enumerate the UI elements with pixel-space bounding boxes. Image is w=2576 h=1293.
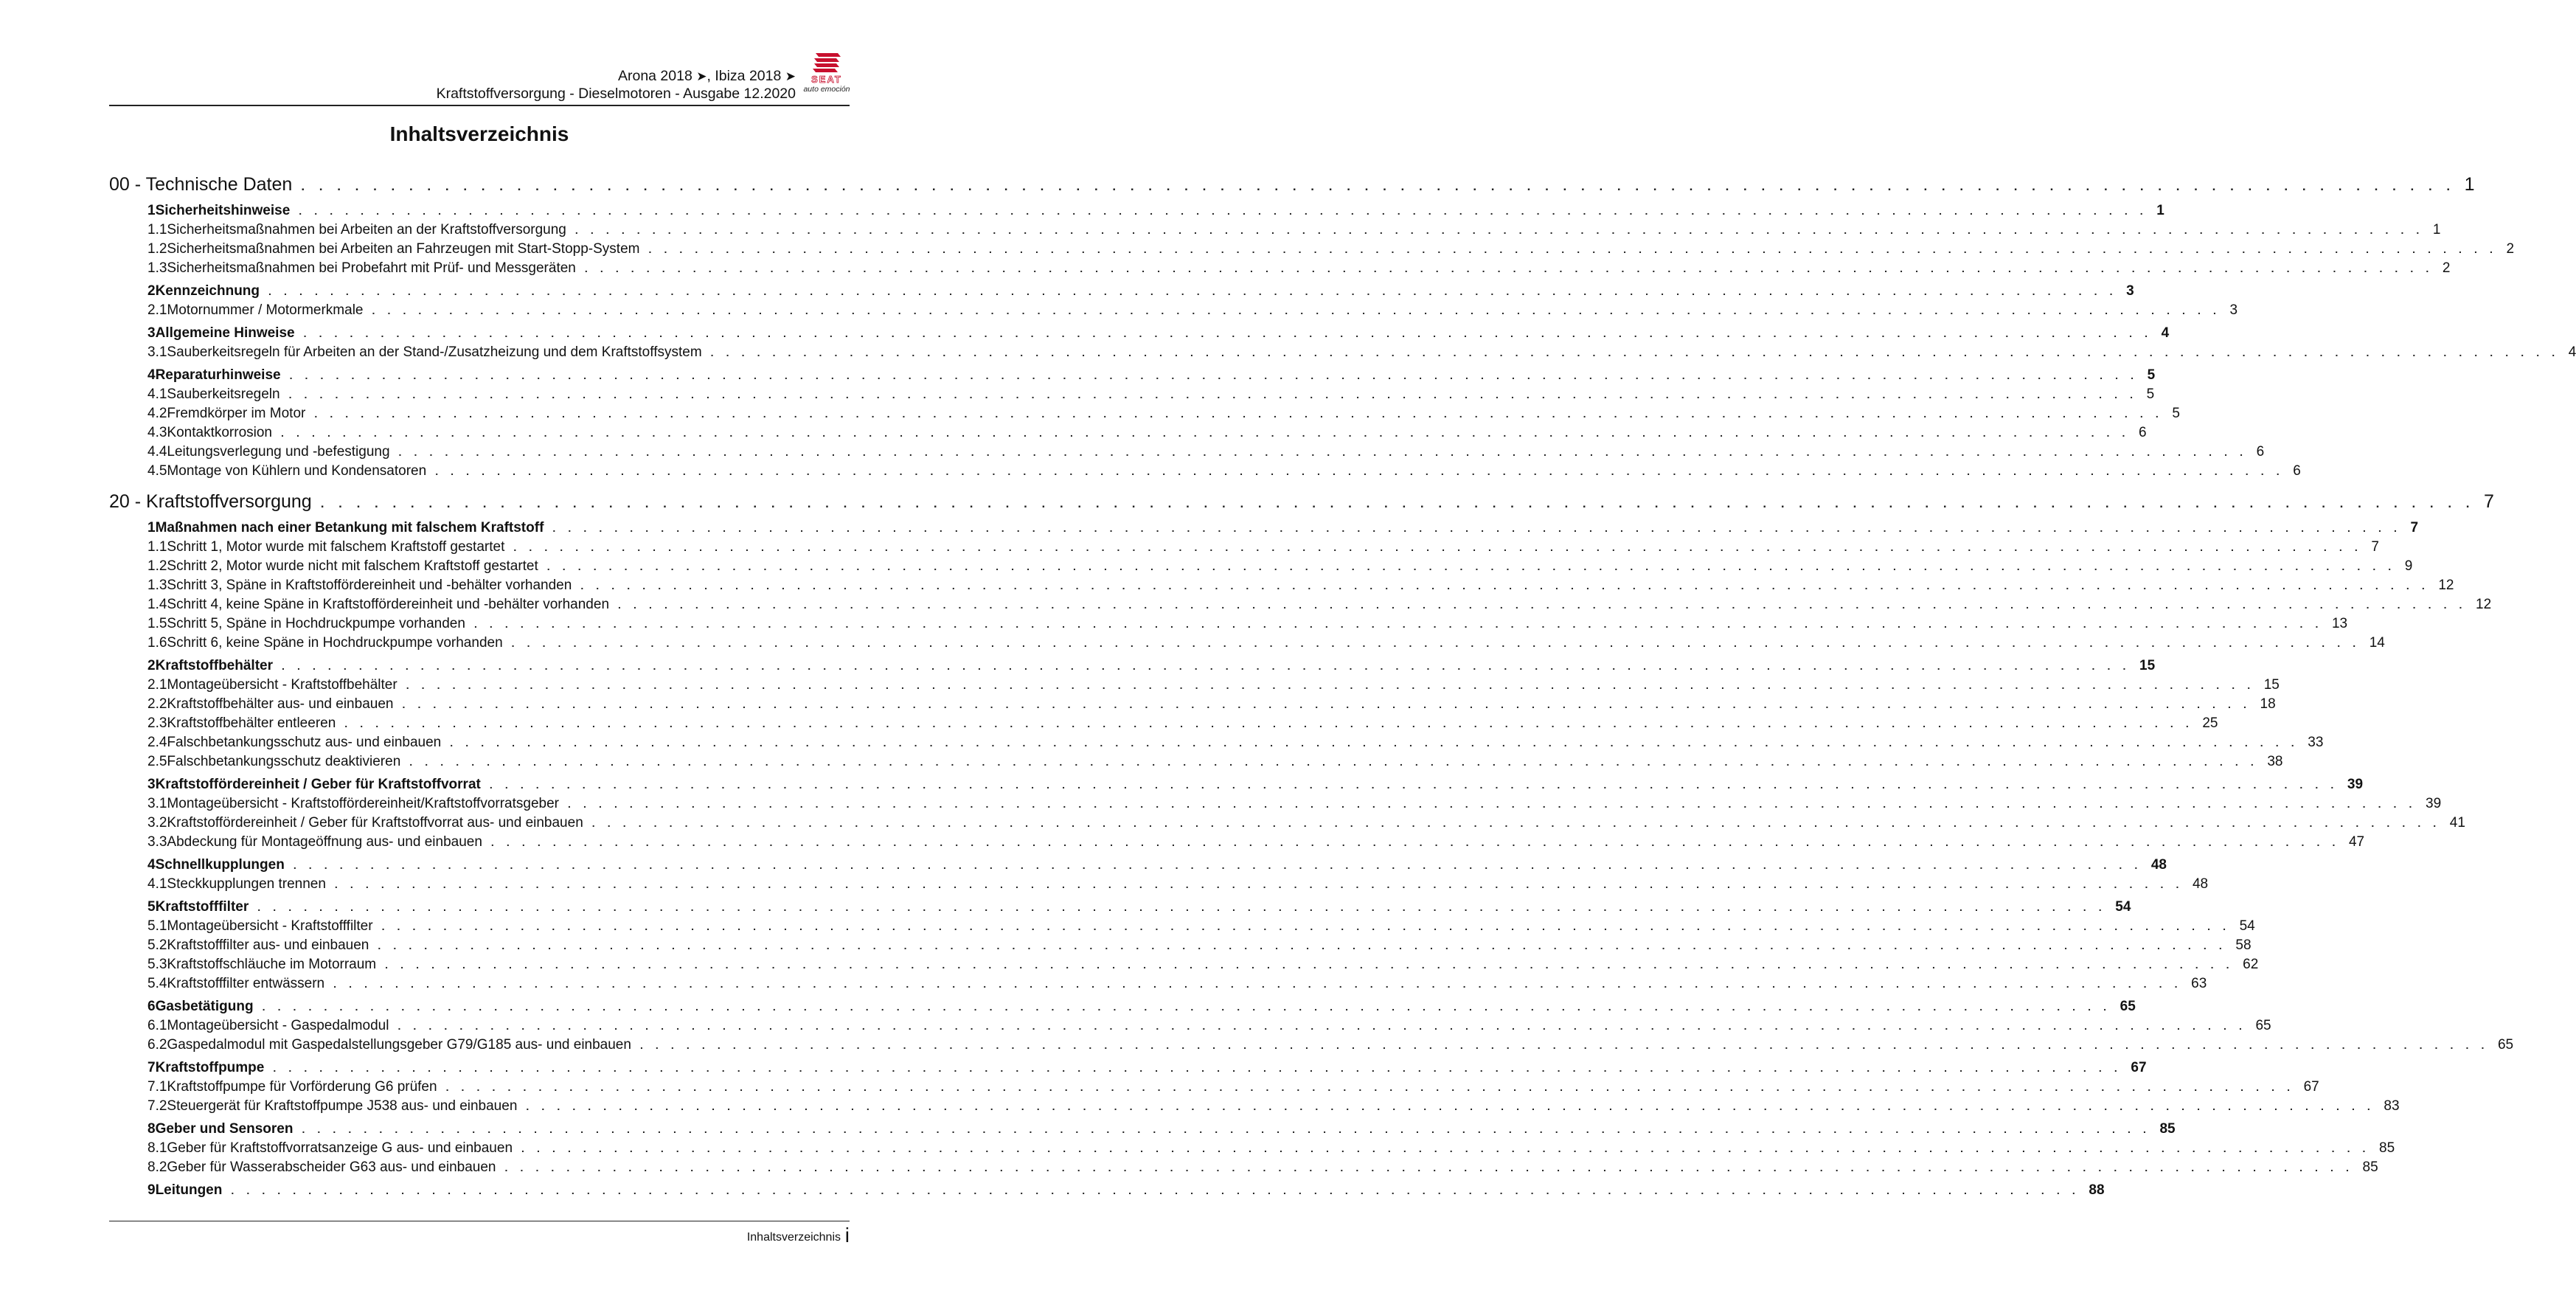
toc-sub-row[interactable] xyxy=(109,754,2283,773)
toc-entry-number: 5.1 xyxy=(147,918,167,934)
toc-sub-row[interactable] xyxy=(109,1140,2395,1159)
toc-entry-number: 1.6 xyxy=(147,635,167,651)
toc-entry-number: 3.2 xyxy=(147,815,167,831)
toc-entry-title: Abdeckung für Montageöffnung aus- und einbauen xyxy=(167,834,482,850)
toc-sub-row[interactable] xyxy=(109,260,2451,280)
toc-entry-number: 1 xyxy=(147,203,156,218)
toc-entry-page: 33 xyxy=(2308,735,2324,750)
toc-entry-number: 3.1 xyxy=(147,796,167,811)
toc-entry-page: 1 xyxy=(2464,174,2475,195)
dot-leader: . . . . . . . . . . . . . . . . . . . . . . . . . . . . . . . . . . . . . . . . . . . . . . . . . . . . . . . . . . . . . . . . . . . . . . . . . . . . . . . . . . . . . . . . . . . . . . . . . . . . . . . . . . . . . . . . . . . . . . . . xyxy=(381,921,2231,932)
header-model-ibiza: , Ibiza 2018 xyxy=(707,68,782,84)
toc-entry-title: Gaspedalmodul mit Gaspedalstellungsgeber G79/G185 aus- und einbauen xyxy=(167,1037,631,1053)
footer-page-number: i xyxy=(844,1224,850,1247)
toc-entry-page: 85 xyxy=(2379,1140,2395,1156)
toc-entry-title: Schritt 1, Motor wurde mit falschem Kraftstoff gestartet xyxy=(167,539,505,555)
toc-entry-title: Sicherheitshinweise xyxy=(155,203,291,218)
toc-sub-row[interactable] xyxy=(109,834,2365,853)
header-vehicle-models xyxy=(618,68,796,85)
toc-entry-page: 88 xyxy=(2089,1182,2105,1198)
toc-sub-row[interactable] xyxy=(109,715,2218,735)
dot-leader: . . . . . . . . . . . . . . . . . . . . . . . . . . . . . . . . . . . . . . . . . . . . . . . . . . . . . . . . . . . . . . . . . . . . . . . . . . . . . . . . . . . . . . . . . . . . . . . . . . . . . . . . . . . . . . . . . . . . . . . . xyxy=(398,446,2248,458)
toc-entry-title: Schnellkupplungen xyxy=(155,857,285,873)
toc-entry-page: 6 xyxy=(2293,463,2301,479)
dot-leader: . . . . . . . . . . . . . . . . . . . . . . . . . . . . . . . . . . . . . . . . . . . . . . . . . . . . . . . . . . . . . . . . . . . . . . . . . . . . . . . . . . . . . . . . . . . . . . . . . . . . . . . . . . . . . . . . . . . . . . . . xyxy=(289,370,2139,381)
toc-entry-page: 1 xyxy=(2156,203,2164,218)
dot-leader: . . . . . . . . . . . . . . . . . . . . . . . . . . . . . . . . . . . . . . . . . . . . . . . . . . . . . . . . . . . . . . . . . . . . . . . . . . . . . . . . . . . . . . . . . . . . . . . . . . . . . . . . . . . . . . . . . . . . . . . . xyxy=(262,1001,2111,1013)
toc-sub-row[interactable] xyxy=(109,677,2280,696)
toc-sub-row[interactable] xyxy=(109,1159,2378,1179)
header-divider xyxy=(109,105,850,106)
dot-leader: . . . . . . . . . . . . . . . . . . . . . . . . . . . . . . . . . . . . . . . . . . . . . . . . . . . . . . . . . . . . . . . . . . . . . . . . . . . . . . . . . . . . . . . . . . . . . . . . . . . . . . . . . . . . . . . . . . . . . . . . xyxy=(402,699,2252,710)
toc-entry-title: Geber und Sensoren xyxy=(155,1121,294,1137)
toc-entry-page: 5 xyxy=(2147,367,2156,383)
toc-sub-row[interactable] xyxy=(109,344,2576,364)
toc-entry-title: Maßnahmen nach einer Betankung mit falschem Kraftstoff xyxy=(155,520,544,535)
toc-entry-number: 5.3 xyxy=(147,957,167,972)
toc-section-row[interactable] xyxy=(109,857,2167,876)
toc-entry-page: 39 xyxy=(2347,777,2364,792)
toc-entry-title: Montageübersicht - Kraftstoffbehälter xyxy=(167,677,397,693)
toc-sub-row[interactable] xyxy=(109,425,2147,444)
dot-leader: . . . . . . . . . . . . . . . . . . . . . . . . . . . . . . . . . . . . . . . . . . . . . . . . . . . . . . . . . . . . . . . . . . . . . . . . . . . . . . . . . . . . . . . . . . . . . . . . . . . . . . . . . . . . . . . . . . . . . . . . xyxy=(281,660,2131,672)
toc-entry-page: 39 xyxy=(2426,796,2442,811)
toc-entry-title: Schritt 5, Späne in Hochdruckpumpe vorhanden xyxy=(167,616,465,631)
dot-leader: . . . . . . . . . . . . . . . . . . . . . . . . . . . . . . . . . . . . . . . . . . . . . . . . . . . . . . . . . . . . . . . . . . . . . . . . . . . . . . . . . . . . . . . . . . . . . . . . . . . . . . . . . . . . . . . . . . . . . . . . xyxy=(344,718,2194,729)
toc-entry-title: Kontaktkorrosion xyxy=(167,425,272,440)
toc-sub-row[interactable] xyxy=(109,302,2238,322)
toc-section-row[interactable] xyxy=(109,325,2170,344)
dot-leader: . . . . . . . . . . . . . . . . . . . . . . . . . . . . . . . . . . . . . . . . . . . . . . . . . . . . . . . . . . . . . . . . . . . . . . . . . . . . . . . . . . . . . . . . . . . . . . . . . . . . . . . . . . . . . . . . . . . . . . . . xyxy=(504,1162,2354,1174)
toc-section-row[interactable] xyxy=(109,283,2134,302)
toc-entry-number: 4 xyxy=(147,367,156,383)
toc-entry-page: 15 xyxy=(2139,658,2156,673)
toc-entry-number: 3.1 xyxy=(147,344,167,360)
dot-leader: . . . . . . . . . . . . . . . . . . . . . . . . . . . . . . . . . . . . . . . . . . . . . . . . . . . . . . . . . . . . . . . . . . . . . . . . . . . . . . . . . . . . . . . . . . . . . . . . . . . . . . . . . . . . . . . . . . . . . . . . xyxy=(334,878,2184,890)
toc-entry-number: 4.1 xyxy=(147,876,167,892)
toc-entry-title: Kraftstoffördereinheit / Geber für Kraftstoffvorrat aus- und einbauen xyxy=(167,815,583,831)
toc-sub-row[interactable] xyxy=(109,696,2276,715)
toc-entry-number: 1.5 xyxy=(147,616,167,631)
toc-entry-title: Steuergerät für Kraftstoffpumpe J538 aus- und einbauen xyxy=(167,1098,518,1114)
toc-chapter-row[interactable] xyxy=(109,174,2475,199)
toc-entry-page: 7 xyxy=(2484,491,2494,512)
header-model-arona: Arona 2018 xyxy=(617,68,692,84)
dot-leader: . . . . . . . . . . . . . . . . . . . . . . . . . . . . . . . . . . . . . . . . . . . . . . . . . . . . . . . . . . . . . . . . . . . . . . . . . . . . . . . . . . . . . . . . . . . . . . . . . . . . . . . . . . . . . . . . . . . . . . . . xyxy=(511,637,2361,649)
dot-leader: . . . . . . . . . . . . . . . . . . . . . . . . . . . . . . . . . . . . . . . . . . . . . . . . . . . . . . . . . . . . . . . . . . . . . . . . . . . . . . . . . . . . . . . . . . . . . . . . . . . . . . . . . . . . . . . . . . . . . . . . xyxy=(268,285,2118,297)
toc-entry-number: 1.1 xyxy=(147,539,167,555)
toc-entry-number: 3 xyxy=(147,777,156,792)
toc-entry-title: Sicherheitsmaßnahmen bei Arbeiten an der Kraftstoffversorgung xyxy=(167,222,566,238)
toc-entry-page: 54 xyxy=(2239,918,2255,934)
toc-entry-number: 4.2 xyxy=(147,406,167,421)
toc-entry-title: Kraftstoffbehälter aus- und einbauen xyxy=(167,696,394,712)
dot-leader: . . . . . . . . . . . . . . . . . . . . . . . . . . . . . . . . . . . . . . . . . . . . . . . . . . . . . . . . . . . . . . . . . . . . . . . . . . . . . . . . . . . . . . . . . . . . . . . . . . . . . . . . . . . . . . . . . . . . . . . . xyxy=(409,756,2259,768)
toc-entry-page: 48 xyxy=(2150,857,2167,873)
toc-section-row[interactable] xyxy=(109,899,2131,918)
toc-entry-page: 12 xyxy=(2476,597,2492,612)
arrow-icon: ➤ xyxy=(785,69,796,83)
toc-entry-number: 1 xyxy=(147,520,156,535)
toc-entry-number: 4.5 xyxy=(147,463,167,479)
toc-entry-title: Kraftstofffilter aus- und einbauen xyxy=(167,937,369,953)
toc-entry-number: 1.2 xyxy=(147,558,167,574)
toc-sub-row[interactable] xyxy=(109,597,2492,616)
toc-entry-title: Kennzeichnung xyxy=(155,283,260,299)
toc-entry-title: Motornummer / Motormerkmale xyxy=(167,302,364,318)
toc-entry-page: 58 xyxy=(2235,937,2252,953)
toc-entry-number: 3 xyxy=(147,325,156,341)
running-header xyxy=(109,63,796,105)
toc-entry-title: Kraftstoffördereinheit / Geber für Kraftstoffvorrat xyxy=(155,777,481,792)
toc-entry-number: 7.2 xyxy=(147,1098,167,1114)
toc-entry-page: 65 xyxy=(2497,1037,2514,1053)
toc-entry-page: 18 xyxy=(2260,696,2276,712)
toc-entry-title: Kraftstoffbehälter xyxy=(155,658,273,673)
toc-section-row[interactable] xyxy=(109,777,2364,796)
dot-leader: . . . . . . . . . . . . . . . . . . . . . . . . . . . . . . . . . . . . . . . . . . . . . . . . . . . . . . . . . . . . . . . . . . . . . . . . . . . . . . . . . . . . . . . . . . . . . . . . . . . . . . . . . . . . . . . . . . . . . . . . xyxy=(450,737,2299,749)
toc-sub-row[interactable] xyxy=(109,635,2385,654)
dot-leader: . . . . . . . . . . . . . . . . . . . . . . . . . . . . . . . . . . . . . . . . . . . . . . . . . . . . . . . . . . . . . . . . . . . . . . . . . . . . . . . . . . . . . . . . . . . . . . . . . . . . . . . . . . . . . . . . . . . . . . . . xyxy=(281,427,2131,439)
toc-entry-page: 9 xyxy=(2404,558,2413,574)
dot-leader: . . . . . . . . . . . . . . . . . . . . . . . . . . . . . . . . . . . . . . . . . . . . . . . . . . . . . . . . . . . . . . . . . . . . . . . . . . . . . . . . . . . . . . . . . . . . . . . . . . . . . . . . . . . . . . . . . . . . . . . . xyxy=(314,408,2164,420)
toc-entry-title: Geber für Wasserabscheider G63 aus- und einbauen xyxy=(167,1159,496,1175)
dot-leader: . . . . . . . . . . . . . . . . . . . . . . . . . . . . . . . . . . . . . . . . . . . . . . . . . . . . . . . . . . . . . . . . . . . . . . . . . . . . . . . . . . . . . . . . . . . . . . . . . . . . . . . . . . . . . . . . . . . . . . . . xyxy=(648,243,2498,255)
toc-entry-title: Schritt 6, keine Späne in Hochdruckpumpe vorhanden xyxy=(167,635,503,651)
toc-entry-number: 8 xyxy=(147,1121,156,1137)
toc-sub-row[interactable] xyxy=(109,937,2252,957)
dot-leader: . . . . . . . . . . . . . . . . . . . . . . . . . . . . . . . . . . . . . . . . . . . . . . . . . . . . . . . . . . . . . . . . . . . . . . . . . . . . . . . . . . . . . . . . . . . . . . . . . . . . . . . . . . . . . . . . . . . . . . . . xyxy=(293,859,2142,871)
toc-entry-title: Gasbetätigung xyxy=(155,999,254,1014)
toc-entry-page: 54 xyxy=(2115,899,2131,915)
toc-entry-title: Kraftstoffschläuche im Motorraum xyxy=(167,957,377,972)
toc-sub-row[interactable] xyxy=(109,957,2259,976)
toc-entry-page: 83 xyxy=(2384,1098,2400,1114)
dot-leader: . . . . . . . . . . . . . . . . . . . . . . . . . . . . . . . . . . . . . . . . . . . . . . . . . . . . . . . . . . . . . . . . . . . . . . . . . . . . . . . . . . . . . . . . . . . . . . . . . . . . . . . . . . . . . . . . . . . . . . . . xyxy=(521,1143,2371,1154)
toc-entry-number: 6.2 xyxy=(147,1037,167,1053)
dot-leader: . . . . . . . . . . . . . . . . . . . . . . . . . . . . . . . . . . . . . . . . . . . . . . . . . . . . . . . . . . . . . . . . . . . . . . . . . . . . . . . . . . . . . . . . . . . . . . . . . . . . . . . . . . . . . . . . . . . . . . . . xyxy=(639,1039,2489,1051)
dot-leader: . . . . . . . . . . . . . . . . . . . . . . . . . . . . . . . . . . . . . . . . . . . . . . . . . . . . . . . . . . . . . . . . . . . . . . . . . . . . . . . . . . . . . . . . . . . . . . . . . . . . . . . . . . . . . . . . . . . . . . . . xyxy=(302,1123,2151,1135)
toc-entry-page: 7 xyxy=(2371,539,2379,555)
toc-entry-title: Kraftstofffilter entwässern xyxy=(167,976,325,991)
dot-leader: . . . . . . . . . . . . . . . . . . . . . . . . . . . . . . . . . . . . . . . . . . . . . . . . . . . . . . . . . . . . . . . . . . . . . . . . . . . . . . . . . . . . . . . . . . . . . . . . . . . . . . . . . . . . . . . . . . . . . . . . xyxy=(320,496,2476,510)
logo-brand-text: SEAT xyxy=(811,74,842,85)
toc-entry-number: 1.3 xyxy=(147,578,167,593)
toc-entry-page: 85 xyxy=(2362,1159,2378,1175)
toc-entry-title: 00 - Technische Daten xyxy=(109,174,293,195)
toc-sub-row[interactable] xyxy=(109,444,2265,463)
toc-entry-title: Montageübersicht - Kraftstofffilter xyxy=(167,918,373,934)
toc-entry-number: 1.4 xyxy=(147,597,167,612)
toc-entry-number: 6.1 xyxy=(147,1018,167,1033)
toc-entry-page: 13 xyxy=(2331,616,2348,631)
toc-entry-title: Reparaturhinweise xyxy=(155,367,281,383)
toc-entry-title: Montageübersicht - Kraftstoffördereinheit/Kraftstoffvorratsgeber xyxy=(167,796,559,811)
dot-leader: . . . . . . . . . . . . . . . . . . . . . . . . . . . . . . . . . . . . . . . . . . . . . . . . . . . . . . . . . . . . . . . . . . . . . . . . . . . . . . . . . . . . . . . . . . . . . . . . . . . . . . . . . . . . . . . . . . . . . . . . xyxy=(591,817,2441,829)
toc-entry-title: Schritt 3, Späne in Kraftstoffördereinheit und -behälter vorhanden xyxy=(167,578,572,593)
toc-entry-page: 1 xyxy=(2432,222,2441,238)
dot-leader: . . . . . . . . . . . . . . . . . . . . . . . . . . . . . . . . . . . . . . . . . . . . . . . . . . . . . . . . . . . . . . . . . . . . . . . . . . . . . . . . . . . . . . . . . . . . . . . . . . . . . . . . . . . . . . . . . . . . . . . . xyxy=(273,1062,2122,1074)
toc-entry-page: 38 xyxy=(2267,754,2283,769)
toc-entry-title: Fremdkörper im Motor xyxy=(167,406,306,421)
toc-entry-title: Sauberkeitsregeln für Arbeiten an der Stand-/Zusatzheizung und dem Kraftstoffsystem xyxy=(167,344,702,360)
dot-leader: . . . . . . . . . . . . . . . . . . . . . . . . . . . . . . . . . . . . . . . . . . . . . . . . . . . . . . . . . . . . . . . . . . . . . . . . . . . . . . . . . . . . . . . . . . . . . . . . . . . . . . . . . . . . . . . . . . . . . . . . xyxy=(257,901,2107,913)
dot-leader: . . . . . . . . . . . . . . . . . . . . . . . . . . . . . . . . . . . . . . . . . . . . . . . . . . . . . . . . . . . . . . . . . . . . . . . . . . . . . . . . . . . . . . . . . . . . . . . . . . . . . . . . . . . . . . . . . . . . . . . . xyxy=(299,205,2148,217)
toc-entry-title: 20 - Kraftstoffversorgung xyxy=(109,491,312,512)
toc-entry-number: 7.1 xyxy=(147,1079,167,1095)
toc-entry-page: 12 xyxy=(2438,578,2454,593)
toc-entry-number: 2.1 xyxy=(147,677,167,693)
toc-sub-row[interactable] xyxy=(109,406,2180,425)
toc-entry-page: 3 xyxy=(2126,283,2134,299)
toc-entry-title: Montage von Kühlern und Kondensatoren xyxy=(167,463,427,479)
dot-leader: . . . . . . . . . . . . . . . . . . . . . . . . . . . . . . . . . . . . . . . . . . . . . . . . . . . . . . . . . . . . . . . . . . . . . . . . . . . . . . . . . . . . . . . . . . . . . . . . . . . . . . . . . . . . . . . . . . . . . . . . xyxy=(288,389,2138,401)
seat-logo xyxy=(798,52,855,96)
dot-leader: . . . . . . . . . . . . . . . . . . . . . . . . . . . . . . . . . . . . . . . . . . . . . . . . . . . . . . . . . . . . . . . . . . . . . . . . . . . . . . . . . . . . . . . . . . . . . . . . . . . . . . . . . . . . . . . . . . . . . . . . xyxy=(489,779,2339,791)
dot-leader: . . . . . . . . . . . . . . . . . . . . . . . . . . . . . . . . . . . . . . . . . . . . . . . . . . . . . . . . . . . . . . . . . . . . . . . . . . . . . . . . . . . . . . . . . . . . . . . . . . . . . . . . . . . . . . . . . . . . . . . . xyxy=(584,263,2434,274)
toc-sub-row[interactable] xyxy=(109,616,2348,635)
toc-entry-number: 8.2 xyxy=(147,1159,167,1175)
toc-entry-page: 4 xyxy=(2161,325,2170,341)
toc-entry-number: 4.3 xyxy=(147,425,167,440)
toc-entry-title: Schritt 2, Motor wurde nicht mit falschem Kraftstoff gestartet xyxy=(167,558,538,574)
toc-entry-page: 25 xyxy=(2202,715,2218,731)
toc-entry-page: 6 xyxy=(2256,444,2265,460)
toc-entry-number: 2.1 xyxy=(147,302,167,318)
toc-entry-number: 2.4 xyxy=(147,735,167,750)
toc-sub-row[interactable] xyxy=(109,1018,2271,1037)
toc-section-row[interactable] xyxy=(109,1121,2176,1140)
toc-entry-number: 2.5 xyxy=(147,754,167,769)
toc-entry-page: 67 xyxy=(2303,1079,2319,1095)
toc-entry-number: 1.1 xyxy=(147,222,167,238)
toc-section-row[interactable] xyxy=(109,999,2136,1018)
toc-entry-page: 65 xyxy=(2255,1018,2271,1033)
table-of-contents xyxy=(109,174,2576,1202)
dot-leader: . . . . . . . . . . . . . . . . . . . . . . . . . . . . . . . . . . . . . . . . . . . . . . . . . . . . . . . . . . . . . . . . . . . . . . . . . . . . . . . . . . . . . . . . . . . . . . . . . . . . . . . . . . . . . . . . . . . . . . . . xyxy=(526,1100,2375,1112)
toc-entry-page: 2 xyxy=(2442,260,2451,276)
toc-entry-number: 5.2 xyxy=(147,937,167,953)
toc-entry-title: Falschbetankungsschutz deaktivieren xyxy=(167,754,401,769)
toc-entry-number: 9 xyxy=(147,1182,156,1198)
toc-entry-title: Montageübersicht - Gaspedalmodul xyxy=(167,1018,389,1033)
toc-sub-row[interactable] xyxy=(109,918,2255,937)
toc-entry-page: 2 xyxy=(2506,241,2515,257)
dot-leader: . . . . . . . . . . . . . . . . . . . . . . . . . . . . . . . . . . . . . . . . . . . . . . . . . . . . . . . . . . . . . . . . . . . . . . . . . . . . . . . . . . . . . . . . . . . . . . . . . . . . . . . . . . . . . . . . . . . . . . . . xyxy=(710,347,2560,358)
toc-entry-page: 85 xyxy=(2159,1121,2176,1137)
dot-leader: . . . . . . . . . . . . . . . . . . . . . . . . . . . . . . . . . . . . . . . . . . . . . . . . . . . . . . . . . . . . . . . . . . . . . . . . . . . . . . . . . . . . . . . . . . . . . . . . . . . . . . . . . . . . . . . . . . . . . . . . xyxy=(378,940,2227,951)
dot-leader: . . . . . . . . . . . . . . . . . . . . . . . . . . . . . . . . . . . . . . . . . . . . . . . . . . . . . . . . . . . . . . . . . . . . . . . . . . . . . . . . . . . . . . . . . . . . . . . . . . . . . . . . . . . . . . . . . . . . . . . . xyxy=(574,224,2424,236)
toc-entry-page: 5 xyxy=(2146,386,2155,402)
toc-sub-row[interactable] xyxy=(109,1037,2514,1056)
toc-entry-title: Kraftstoffpumpe für Vorförderung G6 prüfen xyxy=(167,1079,437,1095)
dot-leader: . . . . . . . . . . . . . . . . . . . . . . . . . . . . . . . . . . . . . . . . . . . . . . . . . . . . . . . . . . . . . . . . . . . . . . . . . . . . . . . . . . . . . . . . . . . . . . . . . . . . . . . . . . . . . . . . . . . . . . . . xyxy=(435,465,2285,477)
dot-leader: . . . . . . . . . . . . . . . . . . . . . . . . . . . . . . . . . . . . . . . . . . . . . . . . . . . . . . . . . . . . . . . . . . . . . . . . . . . . . . . . . . . . . . . . . . . . . . . . . . . . . . . . . . . . . . . . . . . . . . . . xyxy=(406,679,2255,691)
toc-section-row[interactable] xyxy=(109,1182,2105,1202)
toc-sub-row[interactable] xyxy=(109,976,2207,995)
toc-entry-page: 6 xyxy=(2139,425,2147,440)
toc-entry-page: 3 xyxy=(2229,302,2238,318)
dot-leader: . . . . . . . . . . . . . . . . . . . . . . . . . . . . . . . . . . . . . . . . . . . . . . . . . . . . . . . . . . . . . . . . . . . . . . . . . . . . . . . . . . . . . . . . . . . . . . . . . . . . . . . . . . . . . . . . . . . . . . . . xyxy=(333,978,2183,990)
toc-entry-page: 41 xyxy=(2449,815,2465,831)
toc-entry-page: 65 xyxy=(2120,999,2136,1014)
toc-entry-title: Kraftstoffbehälter entleeren xyxy=(167,715,336,731)
footer-label: Inhaltsverzeichnis xyxy=(746,1231,841,1244)
toc-entry-page: 48 xyxy=(2192,876,2209,892)
toc-sub-row[interactable] xyxy=(109,1098,2400,1117)
dot-leader: . . . . . . . . . . . . . . . . . . . . . . . . . . . . . . . . . . . . . . . . . . . . . . . . . . . . . . . . . . . . . . . . . . . . . . . . . . . . . . . . . . . . . . . . . . . . . . . . . . . . . . . . . . . . . . . . . . . . . . . . xyxy=(303,327,2153,339)
toc-entry-number: 4.4 xyxy=(147,444,167,460)
dot-leader: . . . . . . . . . . . . . . . . . . . . . . . . . . . . . . . . . . . . . . . . . . . . . . . . . . . . . . . . . . . . . . . . . . . . . . . . . . . . . . . . . . . . . . . . . . . . . . . . . . . . . . . . . . . . . . . . . . . . . . . . xyxy=(445,1081,2295,1093)
toc-entry-number: 4 xyxy=(147,857,156,873)
toc-section-row[interactable] xyxy=(109,367,2156,386)
toc-entry-number: 2 xyxy=(147,283,156,299)
toc-entry-title: Steckkupplungen trennen xyxy=(167,876,326,892)
dot-leader: . . . . . . . . . . . . . . . . . . . . . . . . . . . . . . . . . . . . . . . . . . . . . . . . . . . . . . . . . . . . . . . . . . . . . . . . . . . . . . . . . . . . . . . . . . . . . . . . . . . . . . . . . . . . . . . . . . . . . . . . xyxy=(231,1185,2080,1196)
toc-sub-row[interactable] xyxy=(109,1079,2319,1098)
toc-chapter-row[interactable] xyxy=(109,491,2494,516)
toc-entry-number: 8.1 xyxy=(147,1140,167,1156)
toc-entry-page: 67 xyxy=(2131,1060,2147,1075)
dot-leader: . . . . . . . . . . . . . . . . . . . . . . . . . . . . . . . . . . . . . . . . . . . . . . . . . . . . . . . . . . . . . . . . . . . . . . . . . . . . . . . . . . . . . . . . . . . . . . . . . . . . . . . . . . . . . . . . . . . . . . . . xyxy=(552,522,2402,534)
toc-entry-number: 1.3 xyxy=(147,260,167,276)
dot-leader: . . . . . . . . . . . . . . . . . . . . . . . . . . . . . . . . . . . . . . . . . . . . . . . . . . . . . . . . . . . . . . . . . . . . . . . . . . . . . . . . . . . . . . . . . . . . . . . . . . . . . . . . . . . . . . . . . . . . . . . . xyxy=(618,599,2468,611)
toc-section-row[interactable] xyxy=(109,1060,2147,1079)
toc-entry-number: 2.3 xyxy=(147,715,167,731)
seat-s-emblem-icon xyxy=(798,52,855,75)
toc-entry-number: 5 xyxy=(147,899,156,915)
header-manual-title: Kraftstoffversorgung - Dieselmotoren - Ausgabe 12.2020 xyxy=(436,86,796,102)
toc-sub-row[interactable] xyxy=(109,386,2155,406)
toc-entry-title: Leitungen xyxy=(155,1182,223,1198)
toc-sub-row[interactable] xyxy=(109,558,2413,578)
dot-leader: . . . . . . . . . . . . . . . . . . . . . . . . . . . . . . . . . . . . . . . . . . . . . . . . . . . . . . . . . . . . . . . . . . . . . . . . . . . . . . . . . . . . . . . . . . . . . . . . . . . . . . . . . . . . . . . . . . . . . . . . xyxy=(301,179,2456,193)
toc-entry-page: 14 xyxy=(2369,635,2385,651)
toc-entry-page: 63 xyxy=(2191,976,2207,991)
dot-leader: . . . . . . . . . . . . . . . . . . . . . . . . . . . . . . . . . . . . . . . . . . . . . . . . . . . . . . . . . . . . . . . . . . . . . . . . . . . . . . . . . . . . . . . . . . . . . . . . . . . . . . . . . . . . . . . . . . . . . . . . xyxy=(372,305,2221,316)
dot-leader: . . . . . . . . . . . . . . . . . . . . . . . . . . . . . . . . . . . . . . . . . . . . . . . . . . . . . . . . . . . . . . . . . . . . . . . . . . . . . . . . . . . . . . . . . . . . . . . . . . . . . . . . . . . . . . . . . . . . . . . . xyxy=(490,836,2340,848)
toc-entry-title: Kraftstofffilter xyxy=(155,899,249,915)
dot-leader: . . . . . . . . . . . . . . . . . . . . . . . . . . . . . . . . . . . . . . . . . . . . . . . . . . . . . . . . . . . . . . . . . . . . . . . . . . . . . . . . . . . . . . . . . . . . . . . . . . . . . . . . . . . . . . . . . . . . . . . . xyxy=(568,798,2417,810)
dot-leader: . . . . . . . . . . . . . . . . . . . . . . . . . . . . . . . . . . . . . . . . . . . . . . . . . . . . . . . . . . . . . . . . . . . . . . . . . . . . . . . . . . . . . . . . . . . . . . . . . . . . . . . . . . . . . . . . . . . . . . . . xyxy=(473,618,2323,630)
logo-slogan: auto emoción xyxy=(803,85,850,94)
dot-leader: . . . . . . . . . . . . . . . . . . . . . . . . . . . . . . . . . . . . . . . . . . . . . . . . . . . . . . . . . . . . . . . . . . . . . . . . . . . . . . . . . . . . . . . . . . . . . . . . . . . . . . . . . . . . . . . . . . . . . . . . xyxy=(397,1020,2247,1032)
toc-section-row[interactable] xyxy=(109,658,2156,677)
arrow-icon: ➤ xyxy=(696,69,707,83)
toc-sub-row[interactable] xyxy=(109,876,2209,895)
toc-entry-page: 62 xyxy=(2243,957,2259,972)
toc-entry-number: 2.2 xyxy=(147,696,167,712)
toc-entry-page: 4 xyxy=(2568,344,2576,360)
toc-entry-page: 5 xyxy=(2172,406,2180,421)
toc-entry-number: 5.4 xyxy=(147,976,167,991)
toc-entry-title: Sicherheitsmaßnahmen bei Probefahrt mit Prüf- und Messgeräten xyxy=(167,260,576,276)
toc-entry-page: 7 xyxy=(2410,520,2419,535)
toc-section-row[interactable] xyxy=(109,203,2164,222)
toc-sub-row[interactable] xyxy=(109,463,2301,482)
toc-entry-number: 6 xyxy=(147,999,156,1014)
toc-entry-number: 1.2 xyxy=(147,241,167,257)
page-title: Inhaltsverzeichnis xyxy=(389,122,569,145)
toc-entry-number: 7 xyxy=(147,1060,156,1075)
toc-entry-title: Allgemeine Hinweise xyxy=(155,325,295,341)
toc-sub-row[interactable] xyxy=(109,241,2515,260)
toc-sub-row[interactable] xyxy=(109,222,2441,241)
toc-entry-title: Falschbetankungsschutz aus- und einbauen xyxy=(167,735,442,750)
dot-leader: . . . . . . . . . . . . . . . . . . . . . . . . . . . . . . . . . . . . . . . . . . . . . . . . . . . . . . . . . . . . . . . . . . . . . . . . . . . . . . . . . . . . . . . . . . . . . . . . . . . . . . . . . . . . . . . . . . . . . . . . xyxy=(513,541,2363,553)
toc-entry-title: Sauberkeitsregeln xyxy=(167,386,280,402)
toc-entry-title: Geber für Kraftstoffvorratsanzeige G aus- und einbauen xyxy=(167,1140,513,1156)
toc-entry-number: 3.3 xyxy=(147,834,167,850)
toc-sub-row[interactable] xyxy=(109,539,2379,558)
toc-entry-title: Sicherheitsmaßnahmen bei Arbeiten an Fahrzeugen mit Start-Stopp-System xyxy=(167,241,640,257)
dot-leader: . . . . . . . . . . . . . . . . . . . . . . . . . . . . . . . . . . . . . . . . . . . . . . . . . . . . . . . . . . . . . . . . . . . . . . . . . . . . . . . . . . . . . . . . . . . . . . . . . . . . . . . . . . . . . . . . . . . . . . . . xyxy=(580,580,2430,592)
toc-sub-row[interactable] xyxy=(109,578,2454,597)
toc-sub-row[interactable] xyxy=(109,796,2442,815)
toc-sub-row[interactable] xyxy=(109,735,2324,754)
toc-entry-title: Leitungsverlegung und -befestigung xyxy=(167,444,390,460)
toc-entry-number: 2 xyxy=(147,658,156,673)
toc-section-row[interactable] xyxy=(109,520,2419,539)
toc-sub-row[interactable] xyxy=(109,815,2465,834)
toc-entry-page: 47 xyxy=(2348,834,2365,850)
dot-leader: . . . . . . . . . . . . . . . . . . . . . . . . . . . . . . . . . . . . . . . . . . . . . . . . . . . . . . . . . . . . . . . . . . . . . . . . . . . . . . . . . . . . . . . . . . . . . . . . . . . . . . . . . . . . . . . . . . . . . . . . xyxy=(385,959,2235,971)
dot-leader: . . . . . . . . . . . . . . . . . . . . . . . . . . . . . . . . . . . . . . . . . . . . . . . . . . . . . . . . . . . . . . . . . . . . . . . . . . . . . . . . . . . . . . . . . . . . . . . . . . . . . . . . . . . . . . . . . . . . . . . . xyxy=(546,561,2396,572)
toc-entry-title: Schritt 4, keine Späne in Kraftstoffördereinheit und -behälter vorhanden xyxy=(167,597,610,612)
toc-entry-page: 15 xyxy=(2263,677,2280,693)
toc-entry-number: 4.1 xyxy=(147,386,167,402)
toc-entry-title: Kraftstoffpumpe xyxy=(155,1060,265,1075)
